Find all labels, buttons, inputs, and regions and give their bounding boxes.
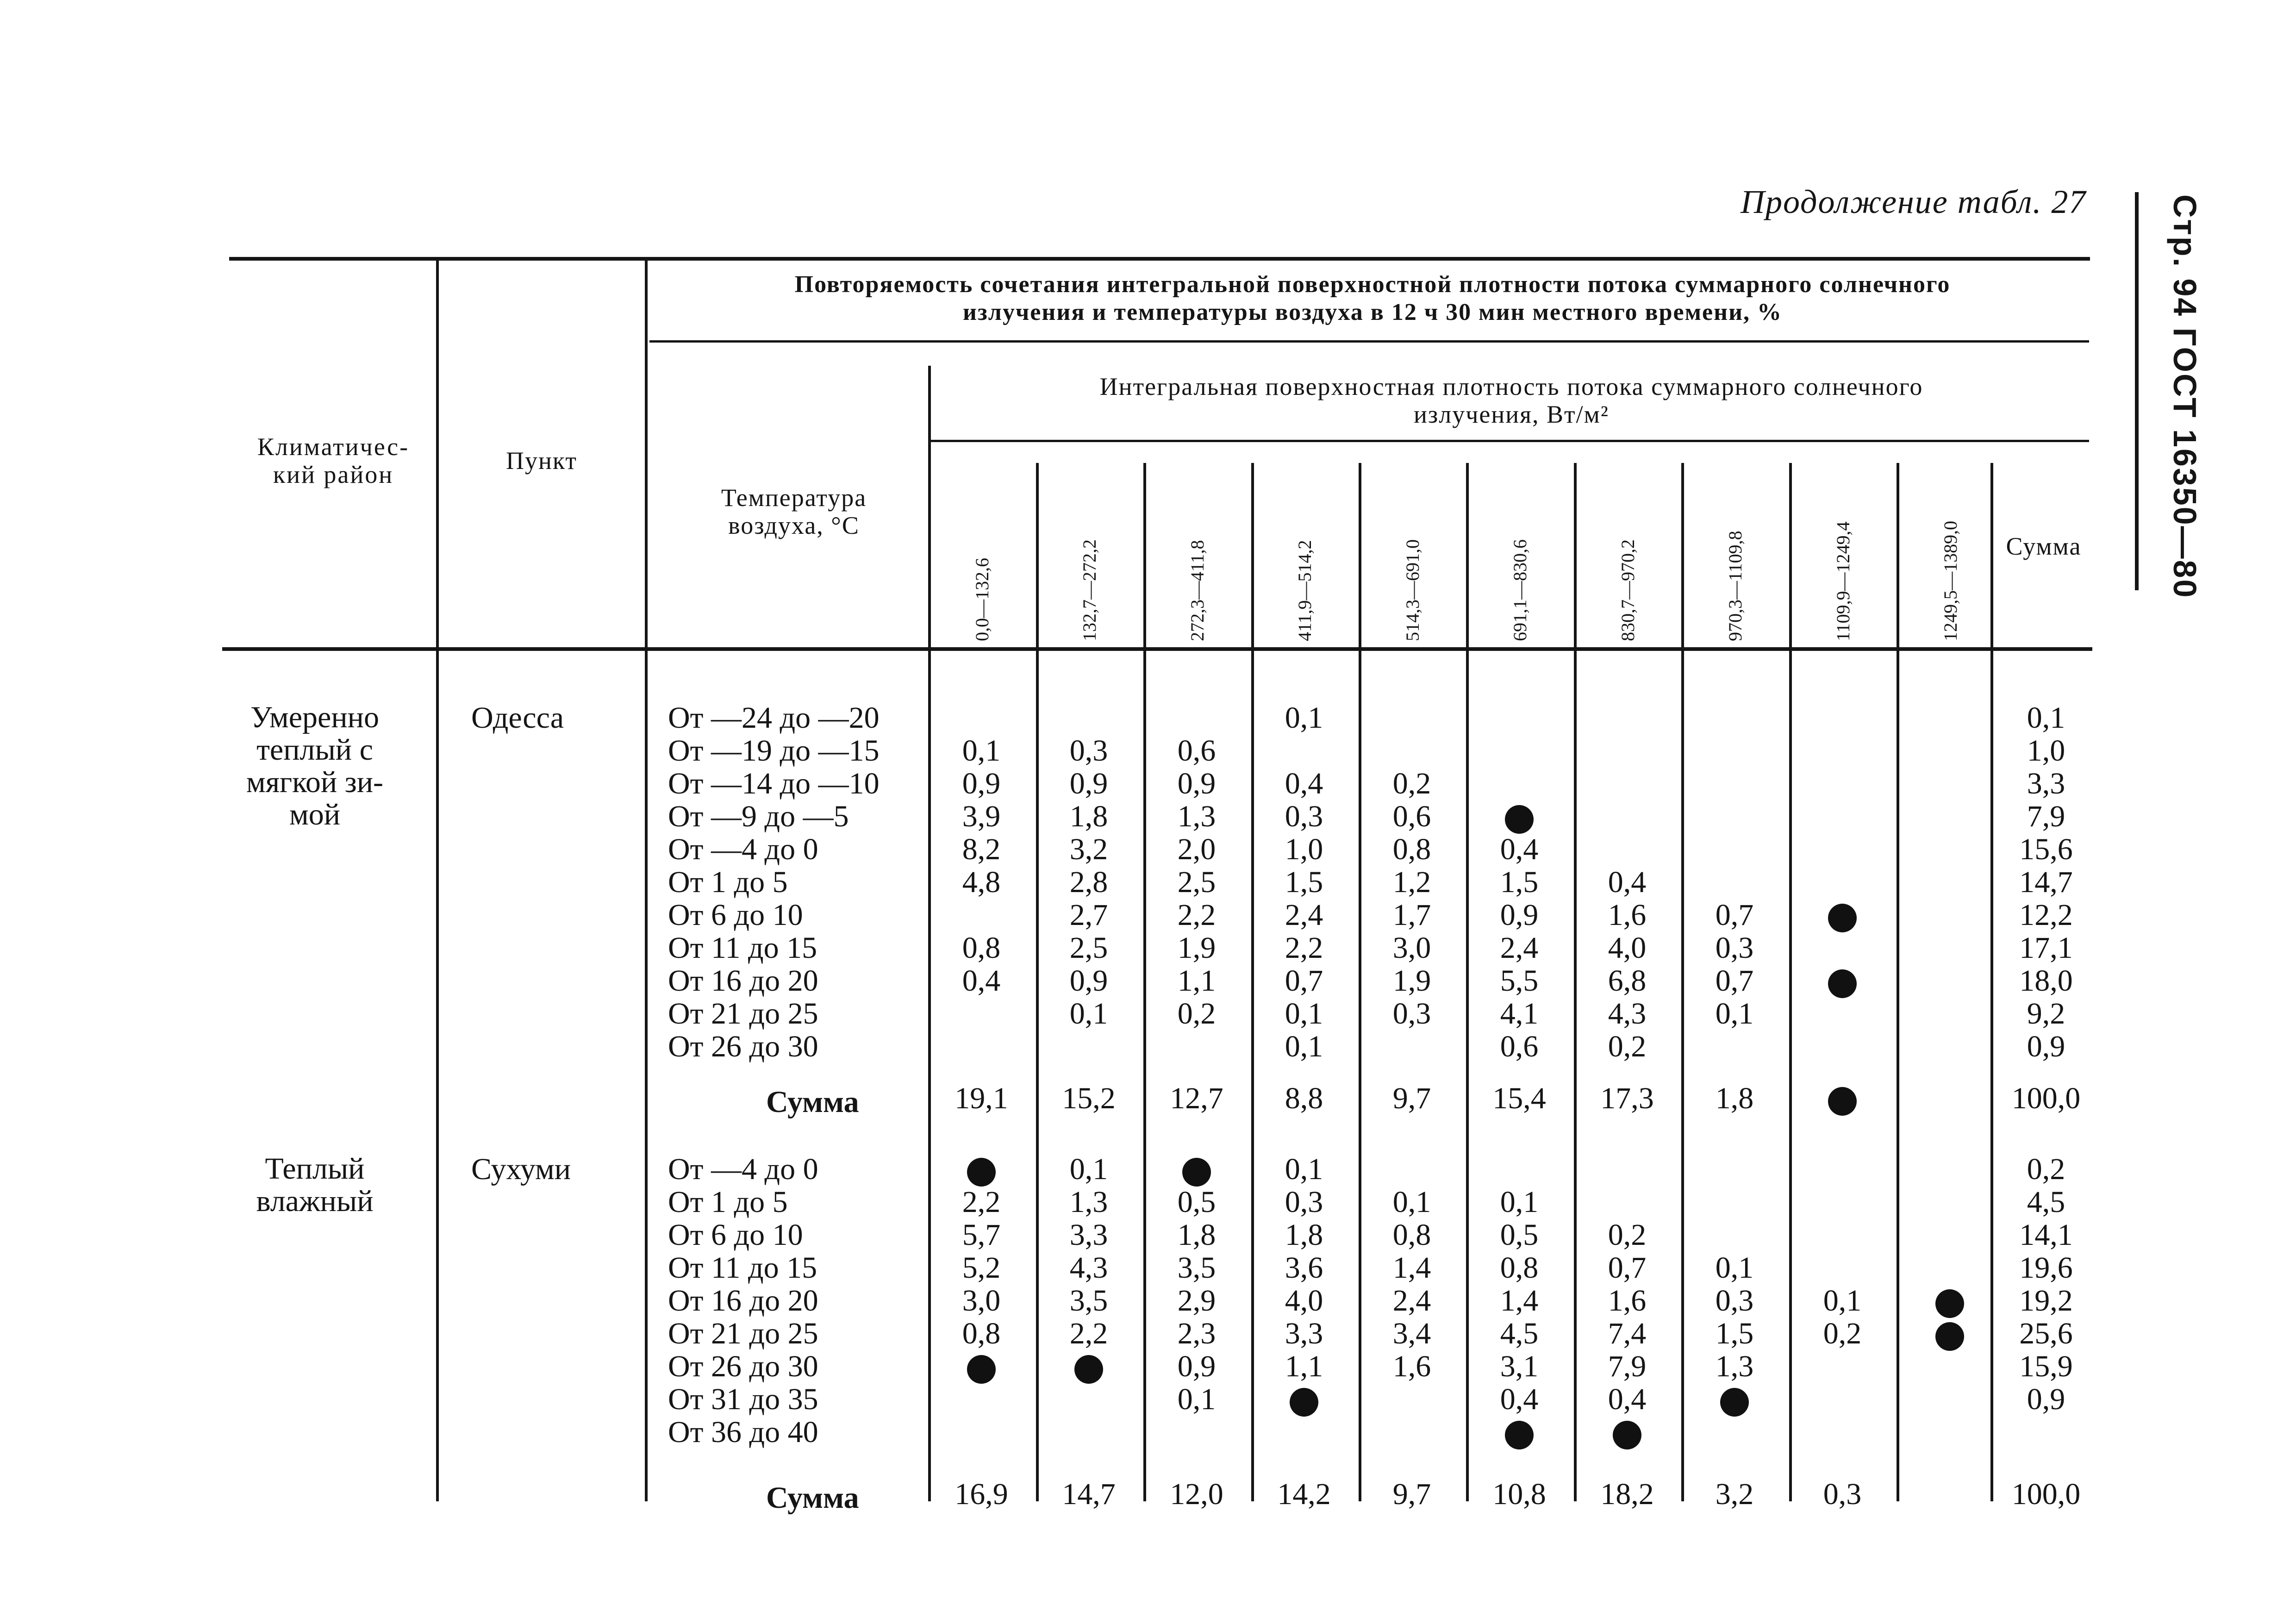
table-cell: 4,1 (1500, 997, 1539, 1031)
range-header: 132,7—272,2 (1079, 539, 1100, 641)
table-cell: 0,4 (1285, 767, 1323, 800)
table-cell: 0,1 (1715, 1251, 1754, 1285)
table-cell: 0,4 (962, 964, 1001, 998)
temperature-range: От —4 до 0 (668, 832, 818, 866)
table-cell: 2,4 (1285, 898, 1323, 932)
dot-icon (1828, 904, 1857, 932)
dot-icon (1935, 1322, 1964, 1351)
marker-dot (1686, 1383, 1783, 1417)
dot-icon (1182, 1158, 1211, 1187)
dot-icon (1613, 1421, 1641, 1449)
table-cell: 0,4 (1500, 1382, 1539, 1416)
table-cell: 1,8 (1069, 800, 1108, 833)
table-cell: 2,4 (1500, 931, 1539, 965)
side-banner-rule (2135, 192, 2139, 590)
range-header: 691,1—830,6 (1510, 539, 1530, 641)
table-cell: 12,0 (1170, 1477, 1223, 1511)
range-header: 411,9—514,2 (1294, 540, 1315, 641)
table-cell: 2,5 (1177, 865, 1216, 899)
side-banner: Стр. 94 ГОСТ 16350—80 (2167, 194, 2203, 599)
table-cell: 2,3 (1177, 1317, 1216, 1350)
station-name: Сухуми (471, 1152, 571, 1186)
table-cell: 0,1 (1500, 1185, 1539, 1219)
range-header: 514,3—691,0 (1402, 539, 1423, 641)
table-cell: 0,4 (1608, 865, 1647, 899)
marker-dot (1471, 800, 1568, 834)
marker-dot (1901, 1284, 1998, 1318)
range-header: 272,3—411,8 (1187, 540, 1208, 641)
table-cell: 0,6 (1392, 800, 1431, 833)
temperature-range: От 6 до 10 (668, 1218, 803, 1252)
table-cell: 15,9 (2019, 1349, 2073, 1383)
table-cell: 1,5 (1285, 865, 1323, 899)
table-cell: 0,1 (1285, 1030, 1323, 1063)
point-header: Пункт (505, 447, 578, 475)
table-cell: 1,6 (1608, 1284, 1647, 1318)
table-cell: 0,1 (1823, 1284, 1862, 1318)
table-cell: 0,2 (2027, 1152, 2065, 1186)
range-col-divider (1466, 463, 1469, 1501)
table-cell: 8,2 (962, 832, 1001, 866)
table-cell: 3,3 (1069, 1218, 1108, 1252)
total-label: Сумма (766, 1085, 859, 1119)
table-cell: 4,5 (2027, 1185, 2065, 1219)
table-cell: 1,1 (1177, 964, 1216, 998)
table-cell: 1,2 (1392, 865, 1431, 899)
marker-dot (1578, 1416, 1676, 1449)
table-cell: 1,1 (1285, 1349, 1323, 1383)
dot-icon (1935, 1289, 1964, 1318)
table-cell: 17,1 (2019, 931, 2073, 965)
temp-header: Температура воздуха, °С (721, 484, 867, 539)
table-cell: 0,9 (962, 767, 1001, 800)
table-cell: 3,3 (2027, 767, 2065, 800)
table-cell: 4,0 (1608, 931, 1647, 965)
temperature-range: От 26 до 30 (668, 1349, 818, 1383)
table-cell: 1,4 (1500, 1284, 1539, 1318)
table-cell: 0,3 (1823, 1477, 1862, 1511)
table-cell: 0,1 (1715, 997, 1754, 1031)
range-col-divider (1789, 463, 1792, 1501)
table-cell: 0,1 (962, 734, 1001, 768)
dot-icon (967, 1355, 996, 1384)
dot-icon (1290, 1388, 1318, 1417)
table-cell: 25,6 (2019, 1317, 2073, 1350)
table-cell: 5,2 (962, 1251, 1001, 1285)
table-cell: 0,2 (1392, 767, 1431, 800)
table-cell: 6,8 (1608, 964, 1647, 998)
table-cell: 0,1 (1392, 1185, 1431, 1219)
table-cell: 5,5 (1500, 964, 1539, 998)
group-rule (649, 340, 2089, 343)
temperature-range: От 36 до 40 (668, 1415, 818, 1449)
range-col-divider (1574, 463, 1577, 1501)
table-cell: 3,2 (1069, 832, 1108, 866)
table-cell: 0,3 (1715, 931, 1754, 965)
range-col-divider (1897, 463, 1899, 1501)
table-cell: 2,2 (962, 1185, 1001, 1219)
table-cell: 3,2 (1715, 1477, 1754, 1511)
table-cell: 8,8 (1285, 1081, 1323, 1115)
table-cell: 5,7 (962, 1218, 1001, 1252)
region-header: Климатичес- кий район (257, 433, 410, 488)
dot-icon (1505, 805, 1534, 834)
table-cell: 0,2 (1608, 1030, 1647, 1063)
range-col-divider (1251, 463, 1254, 1501)
table-cell: 1,0 (2027, 734, 2065, 768)
table-cell: 0,7 (1608, 1251, 1647, 1285)
temperature-range: От —19 до —15 (668, 734, 880, 768)
table-cell: 3,4 (1392, 1317, 1431, 1350)
table-cell: 19,2 (2019, 1284, 2073, 1318)
table-cell: 0,1 (1285, 997, 1323, 1031)
temperature-range: От 1 до 5 (668, 1185, 788, 1219)
dot-icon (1720, 1388, 1749, 1417)
sub-header: Интегральная поверхностная плотность потока суммарного солнечного излучения, Вт/м² (1099, 373, 1923, 428)
range-col-divider (1359, 463, 1361, 1501)
marker-dot (1794, 964, 1891, 998)
station-name: Одесса (471, 701, 564, 735)
table-cell: 1,6 (1608, 898, 1647, 932)
table-cell: 19,6 (2019, 1251, 2073, 1285)
table-cell: 4,3 (1069, 1251, 1108, 1285)
climate-region: Теплый влажный (256, 1152, 374, 1218)
temperature-range: От 6 до 10 (668, 898, 803, 932)
table-cell: 3,6 (1285, 1251, 1323, 1285)
table-cell: 0,7 (1285, 964, 1323, 998)
table-cell: 0,6 (1500, 1030, 1539, 1063)
marker-dot (1040, 1350, 1137, 1384)
table-cell: 10,8 (1492, 1477, 1546, 1511)
table-cell: 12,7 (1170, 1081, 1223, 1115)
table-cell: 7,9 (1608, 1349, 1647, 1383)
dot-icon (1828, 969, 1857, 998)
table-cell: 3,5 (1069, 1284, 1108, 1318)
range-col-divider (1681, 463, 1684, 1501)
marker-dot (1255, 1383, 1353, 1417)
table-cell: 15,4 (1492, 1081, 1546, 1115)
table-cell: 0,1 (1285, 701, 1323, 735)
dot-icon (1505, 1421, 1534, 1449)
table-cell: 2,4 (1392, 1284, 1431, 1318)
sub-rule (930, 440, 2089, 442)
table-cell: 0,9 (2027, 1382, 2065, 1416)
table-cell: 16,9 (955, 1477, 1008, 1511)
table-cell: 9,7 (1392, 1477, 1431, 1511)
table-cell: 3,5 (1177, 1251, 1216, 1285)
table-cell: 100,0 (2011, 1081, 2081, 1115)
table-cell: 0,4 (1500, 832, 1539, 866)
table-cell: 2,9 (1177, 1284, 1216, 1318)
table-cell: 2,0 (1177, 832, 1216, 866)
temperature-range: От —9 до —5 (668, 800, 849, 833)
range-col-divider (928, 366, 931, 1501)
range-col-divider (1143, 463, 1146, 1501)
table-cell: 2,7 (1069, 898, 1108, 932)
table-cell: 14,1 (2019, 1218, 2073, 1252)
table-cell: 0,3 (1285, 800, 1323, 833)
range-col-divider (1036, 463, 1039, 1501)
table-cell: 1,9 (1177, 931, 1216, 965)
table-cell: 17,3 (1600, 1081, 1654, 1115)
marker-dot (1148, 1153, 1245, 1187)
marker-dot (933, 1350, 1030, 1384)
table-cell: 2,2 (1285, 931, 1323, 965)
table-cell: 4,8 (962, 865, 1001, 899)
table-cell: 0,8 (1392, 1218, 1431, 1252)
temperature-range: От —4 до 0 (668, 1152, 818, 1186)
table-cell: 9,2 (2027, 997, 2065, 1031)
dot-icon (967, 1158, 996, 1187)
marker-dot (1901, 1317, 1998, 1351)
table-cell: 0,2 (1823, 1317, 1862, 1350)
table-cell: 1,5 (1500, 865, 1539, 899)
temperature-range: От 1 до 5 (668, 865, 788, 899)
table-cell: 4,5 (1500, 1317, 1539, 1350)
table-cell: 19,1 (955, 1081, 1008, 1115)
table-cell: 1,4 (1392, 1251, 1431, 1285)
group-header: Повторяемость сочетания интегральной поверхностной плотности потока суммарного солнечного излучения и температуры воздуха в 12 ч 30 мин местного времени, % (794, 271, 1951, 325)
table-cell: 4,0 (1285, 1284, 1323, 1318)
table-cell: 0,1 (1177, 1382, 1216, 1416)
sum-header: Сумма (2006, 532, 2082, 560)
table-cell: 1,8 (1177, 1218, 1216, 1252)
temperature-range: От 11 до 15 (668, 1251, 817, 1285)
table-cell: 2,8 (1069, 865, 1108, 899)
marker-dot (933, 1153, 1030, 1187)
table-cell: 7,9 (2027, 800, 2065, 833)
table-cell: 1,3 (1177, 800, 1216, 833)
table-cell: 0,1 (1069, 1152, 1108, 1186)
table-cell: 3,9 (962, 800, 1001, 833)
marker-dot (1794, 899, 1891, 932)
table-cell: 0,6 (1177, 734, 1216, 768)
table-cell: 100,0 (2011, 1477, 2081, 1511)
table-cell: 2,5 (1069, 931, 1108, 965)
range-header: 1249,5—1389,0 (1940, 521, 1961, 641)
marker-dot (1471, 1416, 1568, 1449)
table-cell: 0,2 (1177, 997, 1216, 1031)
range-header: 0,0—132,6 (972, 558, 992, 641)
table-cell: 18,0 (2019, 964, 2073, 998)
temperature-range: От 21 до 25 (668, 1317, 818, 1350)
col-divider-1 (436, 261, 439, 1501)
table-cell: 1,9 (1392, 964, 1431, 998)
table-cell: 0,5 (1500, 1218, 1539, 1252)
climate-region: Умеренно теплый с мягкой зи- мой (246, 700, 384, 831)
table-cell: 1,3 (1069, 1185, 1108, 1219)
table-cell: 2,2 (1069, 1317, 1108, 1350)
table-cell: 0,3 (1392, 997, 1431, 1031)
table-cell: 2,2 (1177, 898, 1216, 932)
temperature-range: От 16 до 20 (668, 964, 818, 998)
table-cell: 3,0 (962, 1284, 1001, 1318)
table-cell: 0,7 (1715, 898, 1754, 932)
table-cell: 1,8 (1715, 1081, 1754, 1115)
table-cell: 15,2 (1062, 1081, 1116, 1115)
table-cell: 0,9 (2027, 1030, 2065, 1063)
continuation-title: Продолжение табл. 27 (1741, 183, 2087, 220)
table-cell: 1,8 (1285, 1218, 1323, 1252)
temperature-range: От —14 до —10 (668, 767, 880, 800)
temperature-range: От 31 до 35 (668, 1382, 818, 1416)
range-header: 1109,9—1249,4 (1833, 521, 1853, 641)
table-cell: 1,3 (1715, 1349, 1754, 1383)
table-cell: 18,2 (1600, 1477, 1654, 1511)
table-cell: 0,9 (1069, 767, 1108, 800)
range-header: 970,3—1109,8 (1725, 531, 1746, 641)
temperature-range: От 21 до 25 (668, 997, 818, 1031)
table-cell: 1,0 (1285, 832, 1323, 866)
dot-icon (1828, 1087, 1857, 1116)
table-cell: 0,1 (1069, 997, 1108, 1031)
temperature-range: От 11 до 15 (668, 931, 817, 965)
table-cell: 7,4 (1608, 1317, 1647, 1350)
table-cell: 0,3 (1285, 1185, 1323, 1219)
table-cell: 0,5 (1177, 1185, 1216, 1219)
table-cell: 9,7 (1392, 1081, 1431, 1115)
table-cell: 0,8 (1500, 1251, 1539, 1285)
dot-icon (1074, 1355, 1103, 1384)
table-cell: 12,2 (2019, 898, 2073, 932)
table-cell: 0,3 (1715, 1284, 1754, 1318)
table-cell: 0,8 (962, 1317, 1001, 1350)
temperature-range: От 26 до 30 (668, 1030, 818, 1063)
table-cell: 4,3 (1608, 997, 1647, 1031)
marker-dot (1794, 1082, 1891, 1116)
table-cell: 0,8 (1392, 832, 1431, 866)
table-cell: 15,6 (2019, 832, 2073, 866)
table-cell: 0,9 (1177, 767, 1216, 800)
table-cell: 3,0 (1392, 931, 1431, 965)
table-cell: 0,9 (1177, 1349, 1216, 1383)
table-cell: 14,2 (1277, 1477, 1331, 1511)
table-cell: 0,1 (1285, 1152, 1323, 1186)
table-cell: 0,7 (1715, 964, 1754, 998)
table-cell: 1,5 (1715, 1317, 1754, 1350)
table-cell: 0,1 (2027, 701, 2065, 735)
table-cell: 0,8 (962, 931, 1001, 965)
table-cell: 1,6 (1392, 1349, 1431, 1383)
table-cell: 0,9 (1500, 898, 1539, 932)
table-cell: 14,7 (2019, 865, 2073, 899)
temperature-range: От —24 до —20 (668, 701, 880, 735)
table-cell: 0,3 (1069, 734, 1108, 768)
top-rule (229, 257, 2090, 261)
table-cell: 0,4 (1608, 1382, 1647, 1416)
table-cell: 3,3 (1285, 1317, 1323, 1350)
temperature-range: От 16 до 20 (668, 1284, 818, 1318)
col-divider-2 (645, 261, 648, 1501)
header-bottom-rule (222, 647, 2092, 651)
table-cell: 14,7 (1062, 1477, 1116, 1511)
range-header: 830,7—970,2 (1617, 539, 1638, 641)
table-cell: 0,2 (1608, 1218, 1647, 1252)
table-cell: 3,1 (1500, 1349, 1539, 1383)
table-cell: 0,9 (1069, 964, 1108, 998)
table-cell: 1,7 (1392, 898, 1431, 932)
total-label: Сумма (766, 1481, 859, 1515)
